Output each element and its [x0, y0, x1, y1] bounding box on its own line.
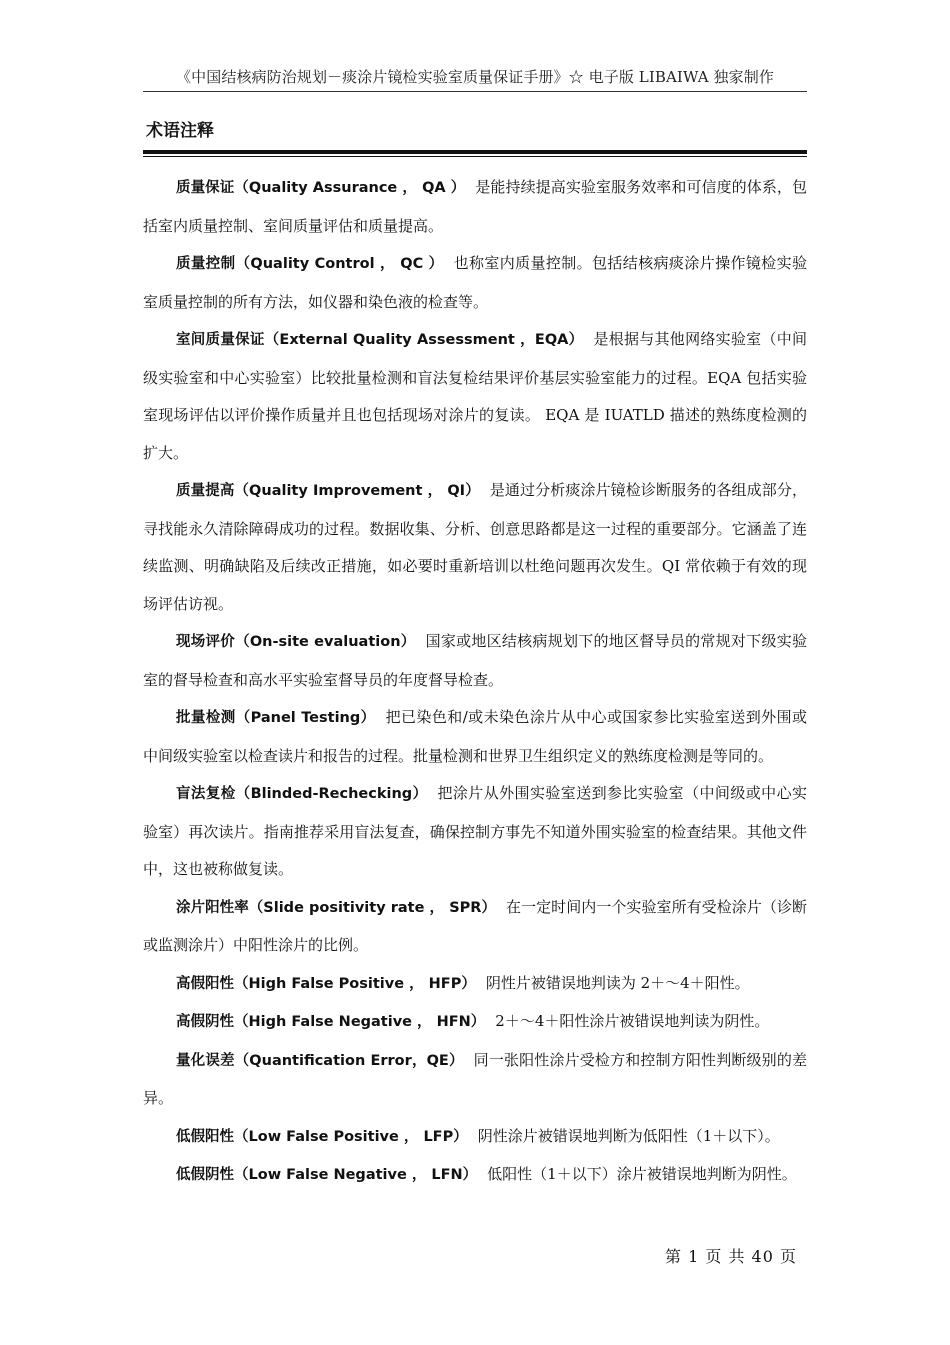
glossary-term: 盲法复检（Blinded-Rechecking） [176, 786, 428, 802]
glossary-list [143, 169, 807, 1195]
glossary-term: 高假阴性（High False Negative ， HFN） [176, 1014, 486, 1030]
section-title: 术语注释 [146, 121, 214, 141]
title-divider-thin [143, 156, 807, 157]
glossary-definition: 低阳性（1＋以下）涂片被错误地判断为阴性。 [487, 1165, 797, 1183]
glossary-definition: 是能持续提高实验室服务效率和可信度的体系，包括室内质量控制、室间质量评估和质量提高。 [143, 178, 807, 235]
glossary-definition: 是根据与其他网络实验室（中间级实验室和中心实验室）比较批量检测和盲法复检结果评价基层实验室能力的过程。EQA 包括实验室现场评估以评价操作质量并且也包括现场对涂片的复读。 EQA 是 IUATLD 描述的熟练度检测的扩大。 [143, 330, 807, 462]
glossary-definition: 把涂片从外围实验室送到参比实验室（中间级或中心实验室）再次读片。指南推荐采用盲法复查，确保控制方事先不知道外围实验室的检查结果。其他文件中，这也被称做复读。 [143, 784, 807, 878]
glossary-term: 质量提高（Quality Improvement ， QI） [176, 483, 480, 499]
glossary-entry-hfn [143, 1003, 807, 1042]
glossary-term: 质量保证（Quality Assurance ， QA ） [176, 180, 466, 196]
glossary-definition: 是通过分析痰涂片镜检诊断服务的各组成部分，寻找能永久清除障碍成功的过程。数据收集、分析、创意思路都是这一过程的重要部分。它涵盖了连续监测、明确缺陷及后续改正措施，如必要时重新培训以杜绝问题再次发生。QI 常依赖于有效的现场评估访视。 [143, 481, 807, 613]
glossary-term: 涂片阳性率（Slide positivity rate ， SPR） [176, 899, 497, 916]
glossary-definition: 阴性片被错误地判读为 2＋～4＋阳性。 [485, 973, 750, 992]
title-divider-thick [143, 150, 807, 154]
glossary-definition: 国家或地区结核病规划下的地区督导员的常规对下级实验室的督导检查和高水平实验室督导员的年度督导检查。 [143, 632, 807, 689]
glossary-definition: 也称室内质量控制。包括结核病痰涂片操作镜检实验室质量控制的所有方法，如仪器和染色液的检查等。 [143, 254, 807, 311]
page-number: 第 1 页 共 40 页 [665, 1247, 797, 1266]
glossary-entry-eqa [143, 321, 807, 472]
glossary-entry-panel [143, 699, 807, 775]
glossary-definition: 2＋～4＋阳性涂片被错误地判读为阴性。 [495, 1012, 770, 1030]
header-divider [143, 91, 807, 92]
glossary-term: 质量控制（Quality Control ， QC ） [176, 256, 444, 272]
glossary-term: 低假阴性（Low False Negative ， LFN） [176, 1167, 478, 1183]
glossary-definition: 把已染色和/或未染色涂片从中心或国家参比实验室送到外围或中间级实验室以检查读片和报告的过程。批量检测和世界卫生组织定义的熟练度检测是等同的。 [143, 708, 807, 765]
glossary-entry-onsite [143, 623, 807, 699]
glossary-entry-qe [143, 1042, 807, 1118]
glossary-entry-spr [143, 889, 807, 965]
glossary-term: 批量检测（Panel Testing） [176, 710, 376, 726]
glossary-entry-qc [143, 245, 807, 321]
glossary-definition: 在一定时间内一个实验室所有受检涂片（诊断或监测涂片）中阳性涂片的比例。 [143, 897, 807, 954]
running-header: 《中国结核病防治规划－痰涂片镜检实验室质量保证手册》☆ 电子版 LIBAIWA 独家制作 [176, 68, 774, 86]
glossary-term: 低假阳性（Low False Positive ， LFP） [176, 1128, 468, 1145]
glossary-definition: 阴性涂片被错误地判断为低阳性（1＋以下）。 [477, 1126, 780, 1145]
glossary-term: 室间质量保证（External Quality Assessment ，EQA） [176, 332, 584, 348]
glossary-term: 现场评价（On-site evaluation） [176, 634, 416, 650]
glossary-entry-qi [143, 472, 807, 623]
glossary-entry-blinded [143, 775, 807, 889]
glossary-entry-qa [143, 169, 807, 245]
glossary-entry-hfp [143, 965, 807, 1004]
glossary-entry-lfn [143, 1156, 807, 1195]
glossary-term: 高假阳性（High False Positive ， HFP） [176, 975, 476, 992]
glossary-entry-lfp [143, 1118, 807, 1157]
glossary-term: 量化误差（Quantification Error，QE） [176, 1052, 464, 1069]
glossary-definition: 同一张阳性涂片受检方和控制方阳性判断级别的差异。 [143, 1050, 807, 1107]
